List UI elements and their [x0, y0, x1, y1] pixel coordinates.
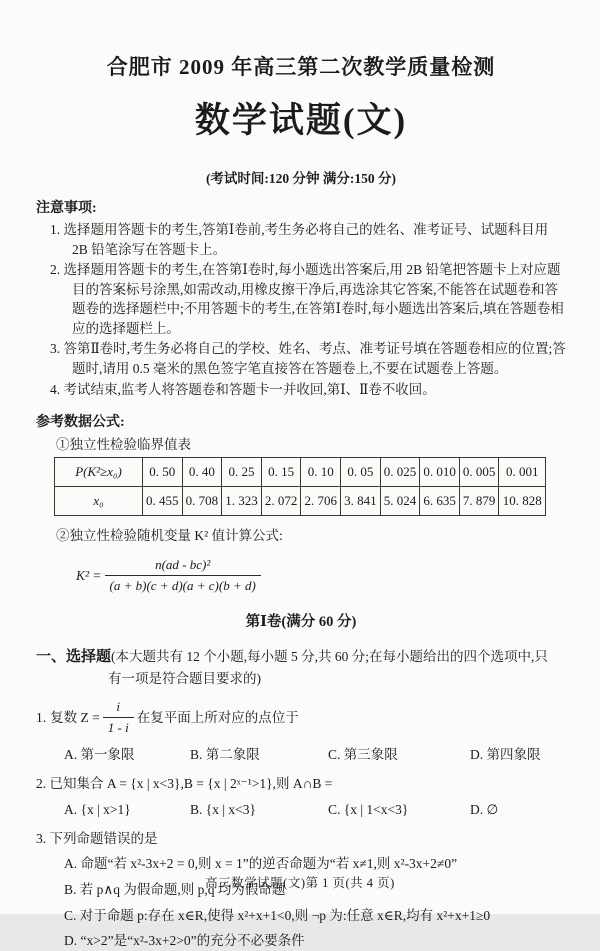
question-1-stem-prefix: 复数 Z = — [50, 710, 100, 726]
option-c: C. {x | 1<x<3} — [328, 802, 409, 818]
table-cell: 5. 024 — [380, 486, 420, 515]
k2-formula-denominator: (a + b)(c + d)(a + c)(b + d) — [109, 578, 256, 594]
table-cell: 0. 025 — [380, 457, 420, 486]
option-b: B. 若 p∧q 为假命题,则 p,q 均为假命题 — [64, 882, 286, 898]
reference-heading: 参考数据公式: — [36, 415, 125, 431]
question-2-options — [64, 800, 566, 820]
option-b: B. {x | x<3} — [190, 802, 257, 818]
table-cell: 0. 15 — [261, 457, 301, 486]
k2-formula — [76, 556, 566, 597]
table-row2-header: x₀ — [55, 486, 143, 515]
notice-list — [50, 220, 566, 399]
table-row1-header: P(K²≥x₀) — [55, 457, 143, 486]
option-d: D. 第四象限 — [470, 747, 541, 763]
paper-subject-title: 数学试题(文) — [194, 101, 408, 141]
table-cell: 7. 879 — [459, 486, 499, 515]
option-a: A. 第一象限 — [64, 747, 135, 763]
question-1 — [36, 698, 566, 765]
option-d: D. “x>2”是“x²-3x+2>0”的充分不必要条件 — [64, 933, 305, 949]
k2-formula-caption: ②独立性检验随机变量 K² 值计算公式: — [56, 527, 283, 543]
table-row-critical-values — [55, 486, 546, 515]
table-cell: 0. 40 — [182, 457, 222, 486]
table-cell: 2. 706 — [301, 486, 341, 515]
notice-item-4: 4. 考试结束,监考人将答题卷和答题卡一并收回,第Ⅰ、Ⅱ卷不收回。 — [50, 381, 436, 397]
question-1-number: 1. — [36, 710, 47, 726]
question-1-options — [64, 745, 566, 765]
table-row-probability — [55, 457, 546, 486]
table-cell: 1. 323 — [222, 486, 262, 515]
option-b: B. 第二象限 — [190, 747, 260, 763]
table-cell: 0. 001 — [499, 457, 546, 486]
table-cell: 6. 635 — [420, 486, 460, 515]
multiple-choice-note-line1: (本大题共有 12 个小题,每小题 5 分,共 60 分;在每小题给出的四个选项中,只 — [111, 649, 548, 665]
question-2 — [36, 774, 566, 820]
table-cell: 0. 10 — [301, 457, 341, 486]
option-c: C. 第三象限 — [328, 747, 398, 763]
question-2-stem: 2. 已知集合 A = {x | x<3},B = {x | 2ˣ⁻¹>1},则 A∩B = — [36, 775, 333, 791]
k2-formula-fraction — [105, 556, 261, 597]
page-footer: 高三数学试题(文)第 1 页(共 4 页) — [205, 875, 395, 890]
multiple-choice-note-line2: 有一项是符合题目要求的) — [108, 670, 261, 686]
notice-section — [36, 199, 566, 399]
notice-heading: 注意事项: — [36, 200, 97, 216]
exam-title: 合肥市 2009 年高三第二次教学质量检测 — [106, 55, 496, 79]
question-3-stem: 3. 下列命题错误的是 — [36, 830, 158, 846]
critical-value-table — [54, 457, 546, 516]
reference-data-section — [36, 413, 566, 596]
question-3-options — [64, 854, 566, 950]
question-1-fraction — [103, 698, 134, 739]
k2-formula-numerator: n(ad - bc)² — [105, 556, 261, 577]
multiple-choice-label: 一、选择题 — [36, 649, 112, 666]
section1-title: 第Ⅰ卷(满分 60 分) — [245, 614, 357, 631]
multiple-choice-heading — [36, 647, 566, 688]
question-1-stem-suffix: 在复平面上所对应的点位于 — [136, 710, 299, 726]
k2-formula-lhs: K² = — [76, 568, 102, 584]
option-a: A. 命题“若 x²-3x+2 = 0,则 x = 1”的逆否命题为“若 x≠1,则 x²-3x+2≠0” — [64, 856, 458, 872]
question-1-stem — [36, 698, 566, 739]
table-cell: 0. 05 — [341, 457, 381, 486]
option-a: A. {x | x>1} — [64, 802, 131, 818]
table-cell: 0. 010 — [420, 457, 460, 486]
option-c: C. 对于命题 p:存在 x∈R,使得 x²+x+1<0,则 ¬p 为:任意 x∈R,均有 x²+x+1≥0 — [64, 907, 491, 923]
table-cell: 0. 50 — [143, 457, 183, 486]
table-cell: 0. 455 — [143, 486, 183, 515]
table-cell: 10. 828 — [499, 486, 546, 515]
table-cell: 0. 25 — [222, 457, 262, 486]
question-1-fraction-denominator: 1 - i — [107, 720, 129, 736]
notice-item-2: 2. 选择题用答题卡的考生,在答第Ⅰ卷时,每小题选出答案后,用 2B 铅笔把答题卡上对应题目的答案标号涂黑,如需改动,用橡皮擦干净后,再选涂其它答案,不能答在试题卷和答题卷的选择题栏中;不用答题卡的考生,在答第Ⅰ卷时,每小题选出答案后,填在答题卷相应的选择题栏上。 — [50, 262, 564, 336]
table-cell: 2. 072 — [261, 486, 301, 515]
exam-time-score-info: (考试时间:120 分钟 满分:150 分) — [205, 171, 397, 187]
table-cell: 0. 005 — [459, 457, 499, 486]
notice-item-3: 3. 答第Ⅱ卷时,考生务必将自己的学校、姓名、考点、准考证号填在答题卷相应的位置;答题时,请用 0.5 毫米的黑色签字笔直接答在答题卷上,不要在试题卷上答题。 — [50, 341, 566, 376]
critical-value-table-caption: ①独立性检验临界值表 — [56, 437, 191, 453]
question-1-fraction-numerator: i — [103, 698, 134, 719]
notice-item-1: 1. 选择题用答题卡的考生,答第Ⅰ卷前,考生务必将自己的姓名、准考证号、试题科目用 2B 铅笔涂写在答题卡上。 — [50, 222, 549, 257]
table-cell: 0. 708 — [182, 486, 222, 515]
option-d: D. ∅ — [470, 802, 499, 818]
table-cell: 3. 841 — [341, 486, 381, 515]
